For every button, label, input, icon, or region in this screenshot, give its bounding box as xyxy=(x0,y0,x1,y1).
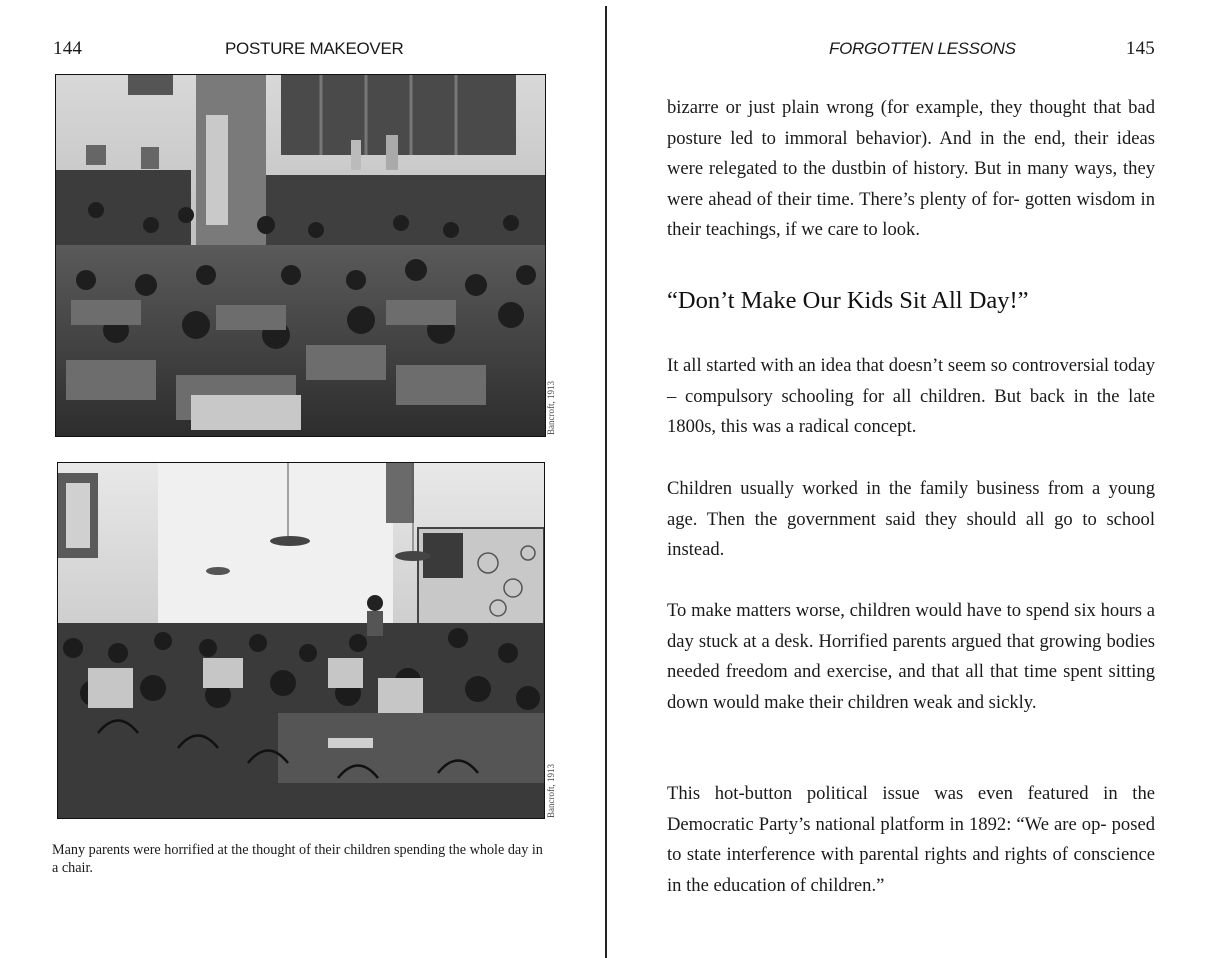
top-photo-credit: Bancroft, 1913 xyxy=(546,381,556,435)
paragraph-1-text: bizarre or just plain wrong (for example, they thought that bad posture led to immoral behavior). And in the end, their ideas were relegated to the dustbin of history. But in many ways, they were ahead of their time. There’s plenty of for- gotten wisdom in their teachings, if we care to look. xyxy=(667,97,1155,241)
paragraph-2-text: It all started with an idea that doesn’t seem so controversial today – compulsory schooling for all children. But back in the late 1800s, this was a radical concept. xyxy=(667,355,1155,438)
paragraph-4-text: To make matters worse, children would have to spend six hours a day stuck at a desk. Horrified parents argued that growing bodies needed freedom and exercise, and that all that time spent sitting down would make their children weak and sickly. xyxy=(667,600,1155,713)
bottom-photo-credit: Bancroft, 1913 xyxy=(546,764,556,818)
paragraph-5 xyxy=(667,779,1155,901)
left-page xyxy=(0,0,605,958)
left-running-head: POSTURE MAKEOVER xyxy=(225,39,404,58)
paragraph-5-text: This hot-button political issue was even featured in the Democratic Party’s national platform in 1892: “We are op- posed to state interference with parental rights and rights of conscience in the education of children.” xyxy=(667,783,1155,896)
section-heading: “Don’t Make Our Kids Sit All Day!” xyxy=(667,287,1029,314)
classroom-photo-top xyxy=(55,74,546,437)
right-page-number: 145 xyxy=(1125,38,1155,59)
paragraph-4 xyxy=(667,596,1155,718)
right-running-head: FORGOTTEN LESSONS xyxy=(829,39,1016,58)
classroom-photo-bottom xyxy=(57,462,545,819)
left-page-number: 144 xyxy=(53,38,83,59)
paragraph-2 xyxy=(667,351,1155,443)
photo-caption: Many parents were horrified at the thought of their children spending the whole day in a chair. xyxy=(52,842,543,876)
paragraph-1 xyxy=(667,93,1155,246)
paragraph-3 xyxy=(667,474,1155,566)
right-page xyxy=(607,0,1217,958)
paragraph-3-text: Children usually worked in the family business from a young age. Then the government said they should all go to school instead. xyxy=(667,478,1155,561)
